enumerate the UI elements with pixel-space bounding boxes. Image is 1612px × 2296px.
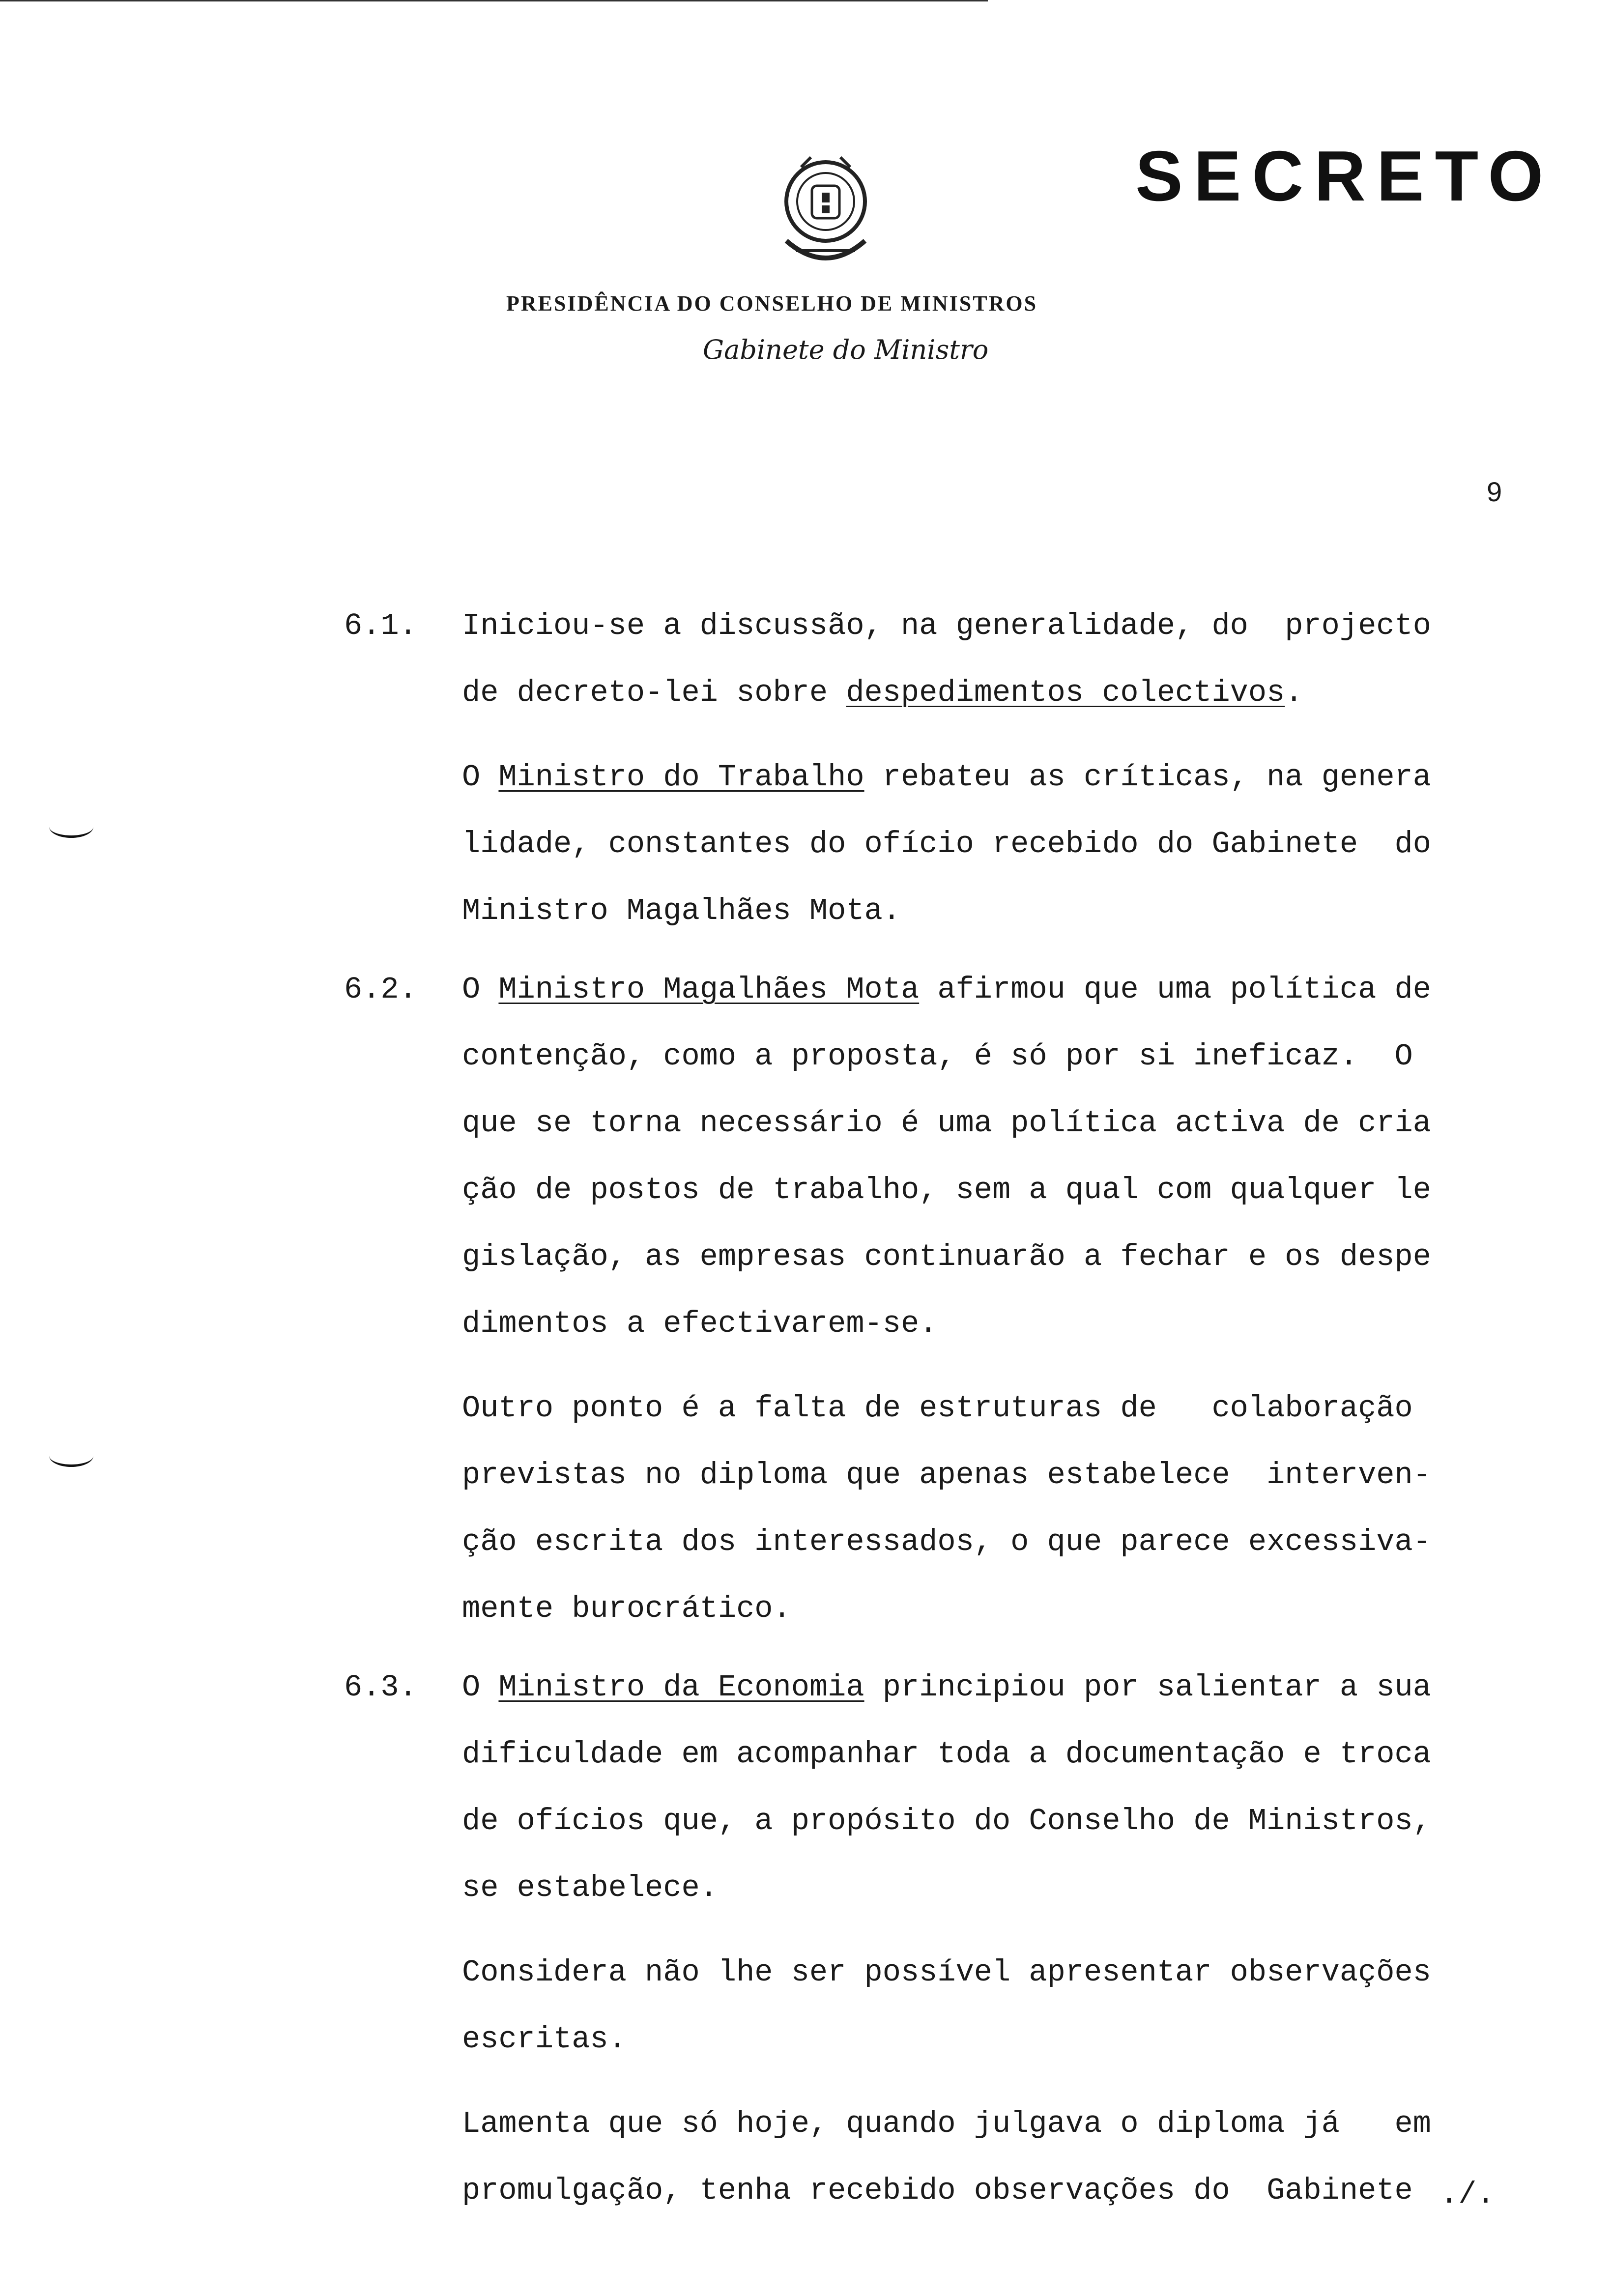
text-line [462,1670,1431,1705]
text-line [462,2022,627,2057]
classification-stamp: SECRETO [1135,136,1554,216]
section-number: 6.2. [344,972,417,1007]
text-run: O [462,972,499,1007]
text-run: escritas. [462,2022,627,2057]
underlined-phrase: despedimentos colectivos [846,675,1285,710]
underlined-phrase: Ministro Magalhães Mota [498,972,920,1007]
text-run: que se torna necessário é uma política activa de cria [462,1106,1431,1141]
text-line [462,1955,1431,1990]
text-line [462,1106,1431,1141]
text-run: promulgação, tenha recebido observações do Gabinete [462,2173,1413,2208]
coat-of-arms-emblem [767,147,885,280]
text-run: se estabelece. [462,1870,718,1905]
text-run: ção de postos de trabalho, sem a qual com qualquer le [462,1173,1431,1207]
text-line [462,1870,718,1905]
text-line [462,2173,1413,2208]
text-line [462,1591,791,1626]
text-line [462,1173,1431,1207]
text-run: O [462,760,499,795]
text-run: de decreto-lei sobre [462,675,846,710]
text-run: Considera não lhe ser possível apresentar observações [462,1955,1431,1990]
text-line [462,972,1431,1007]
text-line [462,1804,1431,1838]
text-line [462,1458,1431,1492]
text-line [462,1391,1413,1426]
text-run: dimentos a efectivarem-se. [462,1306,938,1341]
text-run: Lamenta que só hoje, quando julgava o diploma já em [462,2106,1431,2141]
section-number: 6.1. [344,608,417,643]
text-line [462,827,1431,861]
section-number: 6.3. [344,1670,417,1705]
continuation-mark: ./. [1440,2177,1495,2212]
top-rule [0,0,988,1]
text-run: contenção, como a proposta, é só por si ineficaz. O [462,1039,1413,1074]
text-line [462,760,1431,795]
text-line [462,1039,1413,1074]
text-run: lidade, constantes do ofício recebido do Gabinete do [462,827,1431,861]
underlined-phrase: Ministro do Trabalho [498,760,864,795]
text-run: rebateu as críticas, na genera [864,760,1431,795]
text-run: mente burocrático. [462,1591,791,1626]
text-run: dificuldade em acompanhar toda a documentação e troca [462,1737,1431,1772]
text-line [462,2106,1431,2141]
cabinet-subheading: Gabinete do Ministro [703,334,989,365]
text-run: principiou por salientar a sua [864,1670,1431,1705]
text-line [462,1737,1431,1772]
text-run: O [462,1670,499,1705]
office-heading: PRESIDÊNCIA DO CONSELHO DE MINISTROS [506,291,1038,316]
margin-hole-punch-mark [49,816,93,838]
text-line [462,893,901,928]
text-run: de ofícios que, a propósito do Conselho de Ministros, [462,1804,1431,1838]
text-line [462,1524,1431,1559]
text-run: Iniciou-se a discussão, na generalidade, do projecto [462,608,1431,643]
text-line [462,675,1303,710]
text-run: afirmou que uma política de [919,972,1431,1007]
text-line [462,1239,1431,1274]
text-line [462,608,1431,643]
page-number: 9 [1487,476,1502,507]
underlined-phrase: Ministro da Economia [498,1670,864,1705]
text-run: gislação, as empresas continuarão a fechar e os despe [462,1239,1431,1274]
text-run: ção escrita dos interessados, o que parece excessiva- [462,1524,1431,1559]
margin-hole-punch-mark [49,1445,93,1467]
text-line [462,1306,937,1341]
text-run: Outro ponto é a falta de estruturas de colaboração [462,1391,1413,1426]
text-run: previstas no diploma que apenas estabelece interven- [462,1458,1431,1492]
text-run: . [1285,675,1303,710]
text-run: Ministro Magalhães Mota. [462,893,901,928]
